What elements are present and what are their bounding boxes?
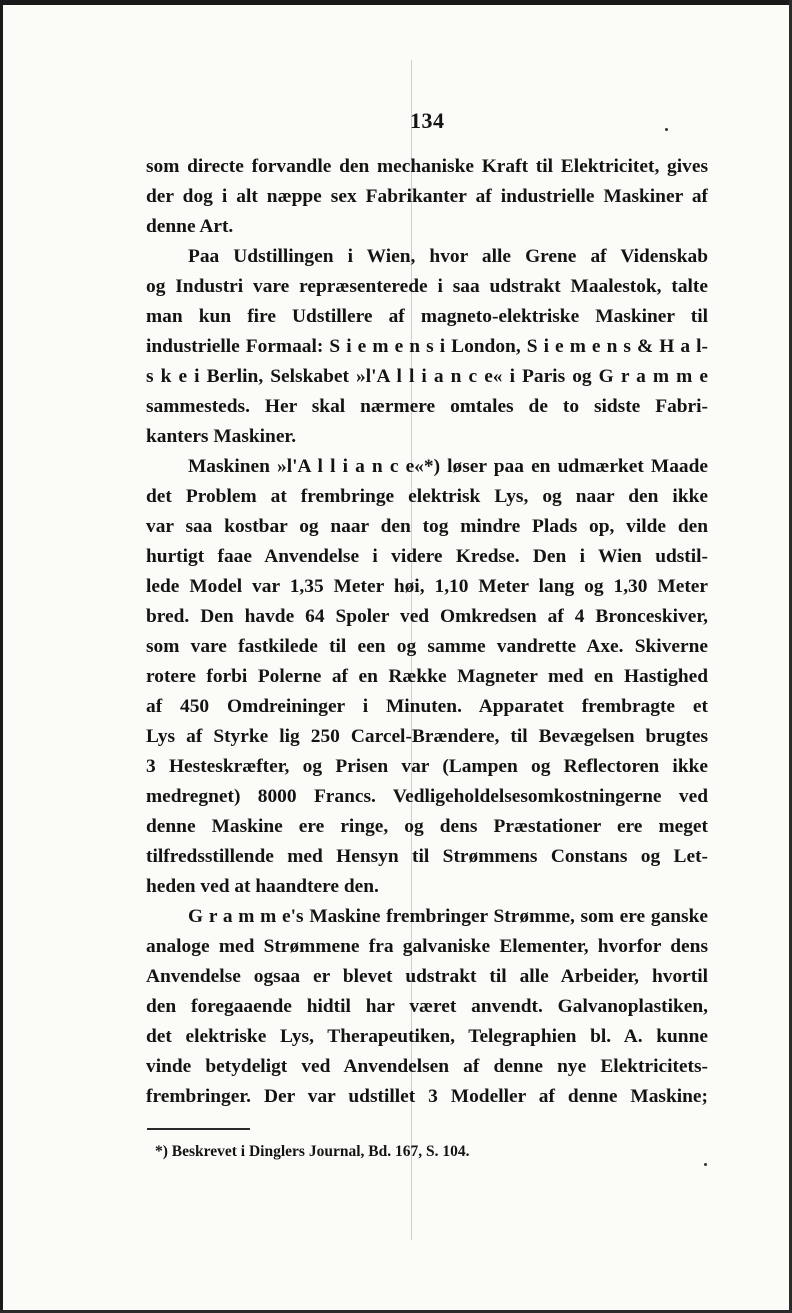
page-edge-left [0,0,3,1313]
page-edge-top [0,0,792,5]
text-line: som directe forvandle den mechaniske Kraft til Elektricitet, gives [146,156,708,177]
text-line: industrielle Formaal: S i e m e n s i London, S i e m e n s & H a l- [146,336,708,357]
text-line: Anvendelse ogsaa er blevet udstrakt til alle Arbeider, hvortil [146,966,708,987]
text-line: vinde betydeligt ved Anvendelsen af denne nye Elektricitets- [146,1056,708,1077]
text-line: af 450 Omdreininger i Minuten. Apparatet frembragte et [146,696,708,717]
text-line: kanters Maskiner. [146,426,297,447]
footnote-rule [147,1128,250,1130]
text-line: det Problem at frembringe elektrisk Lys, og naar den ikke [146,486,708,507]
text-line: det elektriske Lys, Therapeutiken, Telegraphien bl. A. kunne [146,1026,708,1047]
text-line: Maskinen »l'A l l i a n c e«*) løser paa en udmærket Maade [188,456,708,477]
text-line: denne Maskine ere ringe, og dens Præstationer ere meget [146,816,708,837]
text-line: tilfredsstillende med Hensyn til Strømmens Constans og Let- [146,846,708,867]
text-line: man kun fire Udstillere af magneto-elektriske Maskiner til [146,306,708,327]
page-number: 134 [410,108,445,133]
scan-speck [704,1163,707,1166]
text-line: var saa kostbar og naar den tog mindre Plads op, vilde den [146,516,708,537]
text-line: analoge med Strømmene fra galvaniske Elementer, hvorfor dens [146,936,708,957]
text-line: s k e i Berlin, Selskabet »l'A l l i a n c e« i Paris og G r a m m e [146,366,708,387]
text-line: denne Art. [146,216,234,237]
text-line: Lys af Styrke lig 250 Carcel-Brændere, til Bevægelsen brugtes [146,726,708,747]
text-line: frembringer. Der var udstillet 3 Modeller af denne Maskine; [146,1086,708,1107]
footnote: *) Beskrevet i Dinglers Journal, Bd. 167, S. 104. [155,1143,470,1160]
text-line: medregnet) 8000 Francs. Vedligeholdelsesomkostningerne ved [146,786,708,807]
text-line: rotere forbi Polerne af en Række Magneter med en Hastighed [146,666,708,687]
text-line: Paa Udstillingen i Wien, hvor alle Grene af Videnskab [188,246,708,267]
scan-speck [665,128,668,131]
text-line: der dog i alt næppe sex Fabrikanter af industrielle Maskiner af [146,186,708,207]
text-line: hurtigt faae Anvendelse i videre Kredse. Den i Wien udstil- [146,546,708,567]
body-text [146,152,708,1112]
text-line: og Industri vare repræsenterede i saa udstrakt Maalestok, talte [146,276,708,297]
text-line: G r a m m e's Maskine frembringer Strømme, som ere ganske [188,906,708,927]
text-line: sammesteds. Her skal nærmere omtales de to sidste Fabri- [146,396,708,417]
text-line: heden ved at haandtere den. [146,876,379,897]
text-line: bred. Den havde 64 Spoler ved Omkredsen af 4 Bronceskiver, [146,606,708,627]
text-line: som vare fastkilede til een og samme vandrette Axe. Skiverne [146,636,708,657]
text-line: lede Model var 1,35 Meter høi, 1,10 Meter lang og 1,30 Meter [146,576,708,597]
text-line: den foregaaende hidtil har været anvendt. Galvanoplastiken, [146,996,708,1017]
text-line: 3 Hesteskræfter, og Prisen var (Lampen og Reflectoren ikke [146,756,708,777]
